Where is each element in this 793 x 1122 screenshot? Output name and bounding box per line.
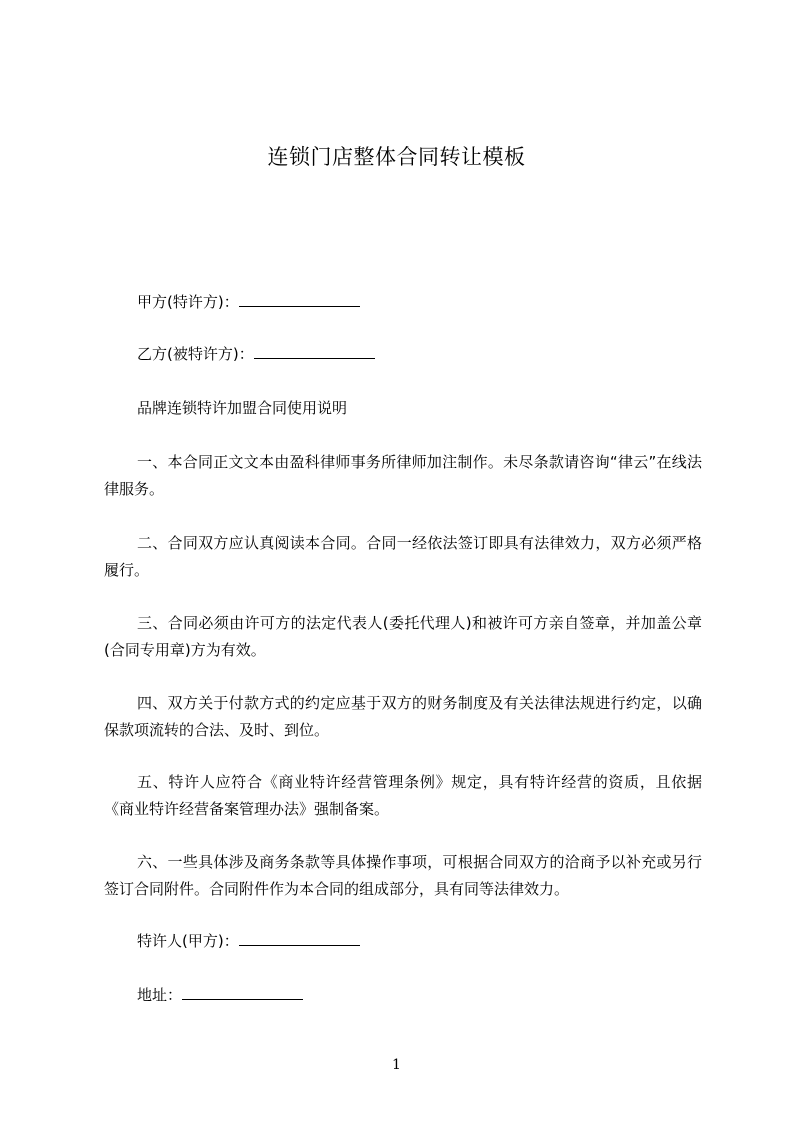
paragraph-1: 一、本合同正文文本由盈科律师事务所律师加注制作。未尽条款请咨询“律云”在线法律服务。: [104, 453, 702, 498]
address-line: [137, 985, 303, 1005]
party-b-line: [137, 344, 375, 364]
paragraph-5: 五、特许人应符合《商业特许经营管理条例》规定，具有特许经营的资质，且依据《商业特许经营备案管理办法》强制备案。: [104, 773, 702, 818]
subtitle: 品牌连锁特许加盟合同使用说明: [137, 399, 348, 417]
paragraph-3: 三、合同必须由许可方的法定代表人(委托代理人)和被许可方亲自签章，并加盖公章(合同专用章)方为有效。: [104, 614, 702, 659]
document-title: 连锁门店整体合同转让模板: [267, 145, 526, 169]
party-b-blank: [254, 344, 375, 359]
address-label: 地址：: [137, 986, 183, 1004]
paragraph-6: 六、一些具体涉及商务条款等具体操作事项，可根据合同双方的洽商予以补充或另行签订合同附件。合同附件作为本合同的组成部分，具有同等法律效力。: [104, 853, 702, 898]
franchisor-line: [137, 931, 360, 951]
address-blank: [182, 985, 303, 1000]
party-a-blank: [239, 292, 360, 307]
paragraph-2: 二、合同双方应认真阅读本合同。合同一经依法签订即具有法律效力，双方必须严格履行。: [104, 534, 702, 579]
franchisor-label: 特许人(甲方)：: [137, 932, 239, 950]
franchisor-blank: [239, 931, 360, 946]
party-a-line: [137, 292, 360, 312]
party-a-label: 甲方(特许方)：: [137, 293, 239, 311]
paragraph-4: 四、双方关于付款方式的约定应基于双方的财务制度及有关法律法规进行约定，以确保款项流转的合法、及时、到位。: [104, 694, 702, 739]
party-b-label: 乙方(被特许方)：: [137, 345, 254, 363]
page-number: 1: [392, 1057, 401, 1073]
